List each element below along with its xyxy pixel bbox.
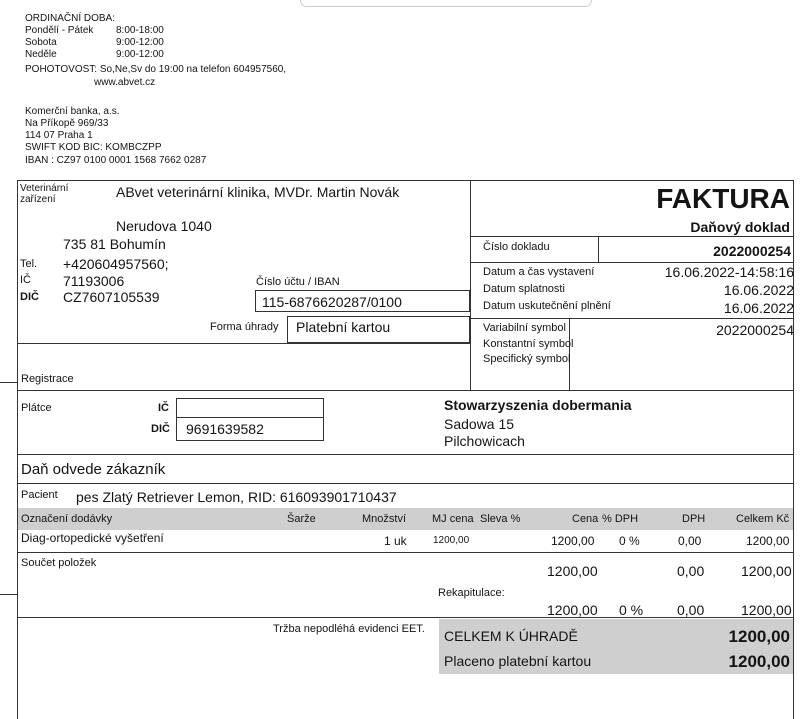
payer-dic-label: DIČ <box>151 423 170 435</box>
dic-label: DIČ <box>20 291 39 303</box>
payer-street: Sadowa 15 <box>444 416 515 432</box>
bank-street: Na Příkopě 969/33 <box>25 118 109 129</box>
eet-note: Tržba nepodléhá evidenci EET. <box>273 623 425 635</box>
date-label: Datum uskutečnění plnění <box>483 300 611 312</box>
rule <box>17 180 793 181</box>
summary-label: Součet položek <box>21 557 97 569</box>
bank-iban: IBAN : CZ97 0100 0001 1568 7662 0287 <box>25 155 207 166</box>
col-header-price: Cena <box>572 513 599 525</box>
frame-left <box>17 180 18 719</box>
hours-day: Pondělí - Pátek <box>25 25 94 36</box>
row-price: 1200,00 <box>551 534 595 548</box>
bank-name: Komerční banka, a.s. <box>25 106 120 117</box>
col-header-vat: DPH <box>682 513 706 525</box>
invoice-subtitle: Daňový doklad <box>690 219 790 235</box>
row-vat-pct: 0 % <box>619 534 640 548</box>
frame-right <box>793 180 794 719</box>
summary-total: 1200,00 <box>741 563 792 579</box>
col-header-item: Označení dodávky <box>21 513 113 525</box>
paid-value: 1200,00 <box>728 652 790 671</box>
specific-symbol-label: Specifický symbol <box>483 353 571 365</box>
payer-ic-label: IČ <box>158 402 169 414</box>
rule <box>17 552 793 553</box>
variable-symbol-label: Variabilní symbol <box>483 322 566 334</box>
payment-label: Forma úhrady <box>210 321 279 333</box>
ic-label: IČ <box>20 274 31 286</box>
divider <box>598 236 599 262</box>
row-unit-price: 1200,00 <box>433 535 470 546</box>
row-vat: 0,00 <box>678 534 702 548</box>
variable-symbol: 2022000254 <box>716 322 794 338</box>
total-due-label: CELKEM K ÚHRADĚ <box>444 628 578 644</box>
col-header-vat-pct: % DPH <box>602 513 639 525</box>
summary-price: 1200,00 <box>547 563 598 579</box>
recap-vat-pct: 0 % <box>619 602 644 618</box>
account-label: Číslo účtu / IBAN <box>256 276 340 288</box>
rule <box>176 417 324 418</box>
col-header-qty: Množství <box>362 513 407 525</box>
col-header-total: Celkem Kč <box>736 513 790 525</box>
recap-label: Rekapitulace: <box>438 587 505 599</box>
summary-vat: 0,00 <box>677 563 705 579</box>
supplier-name: ABvet veterinární klinika, MVDr. Martin Novák <box>116 184 400 200</box>
bank-city: 114 07 Praha 1 <box>25 130 93 141</box>
bank-swift: SWIFT KOD BIC: KOMBCZPP <box>25 142 162 153</box>
total-due-value: 1200,00 <box>728 627 790 646</box>
recap-price: 1200,00 <box>547 602 598 618</box>
col-header-batch: Šarže <box>287 513 316 525</box>
payer-city: Pilchowicach <box>444 433 525 449</box>
supplier-label: zařízení <box>20 194 56 205</box>
supplier-label: Veterinární <box>20 183 69 194</box>
rule <box>17 343 470 344</box>
date-value: 16.06.2022 <box>723 300 794 316</box>
date-label: Datum a čas vystavení <box>483 266 595 278</box>
hours-day: Neděle <box>25 49 57 60</box>
emergency-line: POHOTOVOST: So,Ne,Sv do 19:00 na telefon 604957560, <box>25 64 287 75</box>
patient-value: pes Zlatý Retriever Lemon, RID: 616093901710437 <box>76 489 397 505</box>
rule <box>0 594 18 595</box>
hours-time: 9:00-12:00 <box>116 49 164 60</box>
supplier-ic: 71193006 <box>63 273 125 289</box>
row-qty: 1 uk <box>384 534 407 548</box>
supplier-street: Nerudova 1040 <box>116 218 212 234</box>
payer-dic: 9691639582 <box>186 421 264 437</box>
tax-note: Daň odvede zákazník <box>21 461 166 478</box>
recap-vat: 0,00 <box>677 602 705 618</box>
tel-label: Tel. <box>20 258 38 270</box>
hours-time: 8:00-18:00 <box>116 25 164 36</box>
row-item: Diag-ortopedické vyšetření <box>21 531 164 545</box>
invoice-number: 2022000254 <box>713 243 791 259</box>
payer-name: Stowarzyszenia dobermania <box>444 397 632 413</box>
scan-edge-mark <box>300 0 592 7</box>
registration-label: Registrace <box>21 373 74 385</box>
col-header-unit-price: MJ cena <box>432 513 474 525</box>
hours-day: Sobota <box>25 37 57 48</box>
invoice-number-label: Číslo dokladu <box>483 241 550 253</box>
date-label: Datum splatnosti <box>483 283 565 295</box>
rule <box>470 262 793 263</box>
hours-title: ORDINAČNÍ DOBA: <box>25 13 116 24</box>
website: www.abvet.cz <box>94 77 156 88</box>
payer-label: Plátce <box>21 402 52 414</box>
invoice-title: FAKTURA <box>656 183 790 214</box>
rule <box>470 236 793 237</box>
supplier-tel: +420604957560; <box>63 256 169 272</box>
constant-symbol-label: Konstantní symbol <box>483 338 574 350</box>
rule <box>17 390 793 391</box>
col-header-discount: Sleva % <box>480 513 521 525</box>
account-value: 115-6876620287/0100 <box>262 294 402 310</box>
paid-label: Placeno platební kartou <box>444 653 592 669</box>
payment-value: Platební kartou <box>296 319 391 335</box>
rule <box>17 454 793 455</box>
divider <box>470 180 471 390</box>
rule <box>17 483 793 484</box>
date-value: 16.06.2022 <box>723 282 794 298</box>
rule <box>0 382 18 383</box>
date-value: 16.06.2022-14:58:16 <box>664 264 794 280</box>
hours-time: 9:00-12:00 <box>116 37 164 48</box>
row-total: 1200,00 <box>746 534 790 548</box>
supplier-city: 735 81 Bohumín <box>63 236 166 252</box>
recap-total: 1200,00 <box>741 602 792 618</box>
patient-label: Pacient <box>21 489 58 501</box>
supplier-dic: CZ7607105539 <box>63 289 160 305</box>
rule <box>470 318 793 319</box>
